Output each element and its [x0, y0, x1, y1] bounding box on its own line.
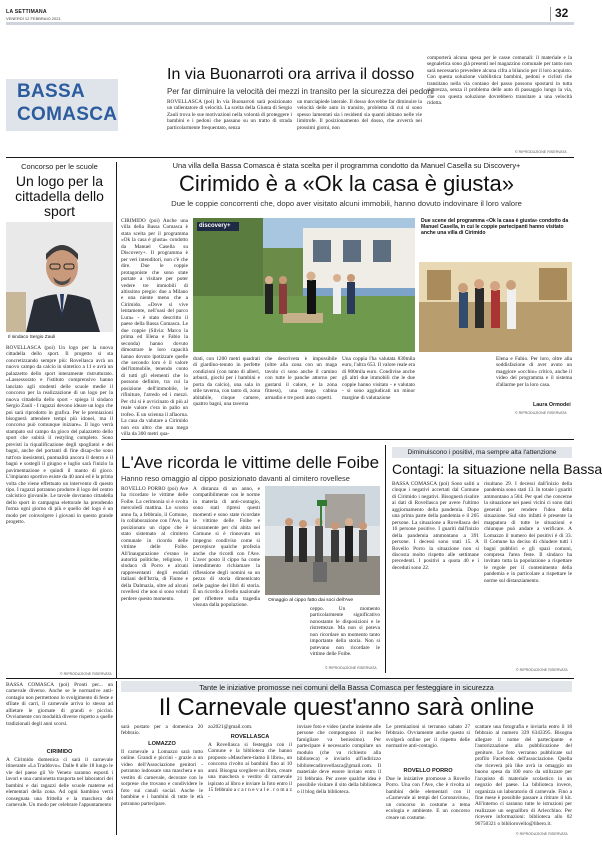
art3-col2: drati, con 1200 metri quadrati di giardino-tenuto in perfette condizioni (con tanto di alberi, arbusti, giochi per i bambini e porta da calcio), una sala in stile taverna, con tanto di, zona abitabile, cinque camere, quattro bagni, una taverna — [193, 356, 260, 408]
art6-col2: zo2021@gmail.com. — [208, 724, 253, 730]
foibe-photo — [265, 486, 380, 595]
art3-col3: che descriveta è impossibile (oltre alla zona con un maga tavolo ci sono anche il camino con tutte le panche attorno per gustarsi il calore, e la zona fitness), una mega cabina armadio e tre posti auto coperti. — [265, 356, 337, 401]
mayor-photo — [6, 222, 113, 332]
page-number: 32 — [555, 6, 569, 20]
art4-col1: ROVELLO PORRO (poi) Ave ha ricordato le vittime delle Foibe. La cerimonia si è svolta mercoledì mattina. Lo scorso anno fa, a febbraio, il Comune, in collaborazione con l'Ave, ha posizionato un cippo che è stato sistemato al cimitero comunale in ricordo delle vittime delle Foibe. All'inaugurazione c'erano le autorità politiche, religiose, il sindaco di Porro e alcuni rappresentanti degli esodati italiani dell'Istria, di Fiume e della Dalmazia, oltre ad alcuni rovellesi che non si sono voluti perdere questo momento. — [121, 486, 188, 602]
art6-col5: scattare una fotografia e inviarla entro il 18 febbraio al numero 339 6343395. Bisogna allegare il nome del partecipante e l'autorizzazione alla pubblicazione del genitore. Le foto verranno pubblicate sul profilo Facebook dell'associazione. Quella che riceverà più like avrà in omaggio un buono spesa da 100 euro da utilizzare per l'acquisto di materiale scolastico in un negozio del paese. La biblioteca invece, organizza un laboratorio di carnevale. Fino a fine mese è possibile passare a ritirare il kit. All'interno ci saranno tutte le istruzioni per realizzare un segnalibro di Arlecchino. Per ricevere informazioni: biblioteca allo 02 96750321 o bibliorovello@libero.it. — [475, 724, 572, 827]
art5-col1: BASSA COMASCA (poi) Sono saliti a cinque i negativi accertati dal Comune di Cirimido i negativi. Bisognerà risalire ai dati di Rovellasca per avere l'ultimo aggiornamento della pandemia. Dopo una prima parte della pandemia e il 205 persone. La situazione a Rovellasca dei 16 persone positive. I guariti dall'inizio della pandemia ammontano a 391 persone. I decessi sono stati 15. A Rovello Porro la situazione non si discosta molto rispetto alle settimane precedenti. I positivi a quota 40 e i deceduti sono 22. — [392, 481, 479, 571]
art6-col4b: Due le iniziative promosse a Rovello Porro. Una con l'Ave, che è rivolta ai bambini delle elementari con il «Carnevale ai tempi del Coronavirus», un concorso in costume a tema ecologia e ambiente. E un concorso creare un costume. — [386, 776, 470, 821]
tv-photo-second — [419, 262, 572, 352]
art6-col4-head: ROVELLO PORRO — [403, 768, 453, 774]
art1-subtitle: Per far diminuire la velocità dei mezzi in transito per la sicurezza dei pedoni — [167, 87, 434, 96]
divider — [121, 439, 574, 440]
col-divider — [385, 445, 386, 673]
divider — [6, 157, 574, 158]
art4-col3: ceppo. Un momento particolarmente significativo nonostante le disposizioni e le ristrettezze. Ma non si poteva non ricordare un momento tanto importante della storia. Non si potevano non ricordare le vittime delle Foibe. — [310, 606, 380, 658]
art3-title: Cirimido è a «Ok la casa è giusta» — [178, 171, 515, 196]
date-line: VENERDÌ 12 FEBBRAIO 2021 — [6, 15, 61, 21]
art3-signature: Laura Ormodei — [533, 402, 571, 408]
mayor-photo-caption: Il sindaco Sergio Zauli — [8, 335, 56, 340]
col-divider — [116, 162, 117, 678]
art6-side-text2: A Cirimido domenica ci sarà il carnevale itinerante «La Traddovo». Dalle 8 alle 18 lungo le vie del paese gli Ve Veneto saranno esposti i lavori e una camionetta trasporta nel laboratori dei bambini e dai ragazzi delle scuole materne ed elementari della zona. Ad ogni bambino verrà consegnata una frittella e la maschera del carnevale. Un modo per celebrare l'appuntamento — [6, 757, 113, 809]
paper-name: LA SETTIMANA — [6, 9, 47, 15]
art1-col1: ROVELLASCA (poi) In via Buonarroti sarà posizionato un rallentatore di velocità. La scelta della Giunta di Sergio Zauli trova le sue motivazioni nella volontà di proteggere i bambini e i pedoni che passano su un tratto di strada particolarmente frequentato, senza — [167, 99, 292, 131]
art6-col2-head: ROVELLASCA — [230, 734, 270, 740]
section-line1: BASSA — [17, 81, 86, 102]
art6-col2b: A Rovellasca si festeggia con il Comune e la biblioteca che hanno proposto «Maschere-tiamo il libro», un concorso rivolto ai bambini fino ai 10 anni. Bisogna scegliere un libro, creare una maschera o vestito di carnevale ispirato al libro e inviare la foto entro il 15 febbraio a c a r n e v a l e . r o m a z - — [208, 742, 292, 800]
art6-col4: Le premiazioni si terranno sabato 27 febbraio. Ovviamente anche questo si svolgerà online per il rispetto delle normative anti-contagio. — [386, 724, 470, 750]
tv-photo-main — [193, 218, 415, 352]
art5-col2: risultano 29. I decessi dall'inizio della pandemia sono stati 13. In totale i guariti ammontano a 584. Per quel che concerne la situazione nei paesi vicini ci sono dati generali per rendere l'idea della situazione. Sul sito infatti è presente la mappatura di tutte le situazioni e chiunque può andare a verificare. A Lomazzo il numero dei positivi è di 33. Il Comune ha deciso di chiudere tutti i bagni pubblici e gli spazi comuni, compresa l'area feste. Il sindaco ha invitato tutta la popolazione a rispettare le regole per il contenimento della pandemia e in particolare a rispettare le norme sul distanziamento. — [484, 481, 572, 584]
art6-col3: inviare foto e video (anche insieme alle persone che compongono il nucleo famigliare va benissimo). Per partecipare è necessario compilare un modulo (che va richiesto alla biblioteca) e inviarlo all'indirizzo bibliotecadirovellasca@gmail.com. Il materiale deve essere inviato entro il 21 febbraio. Per avere qualche idea è possibile visitare il sito della biblioteca o il blog della biblioteca. — [297, 724, 381, 795]
col-divider — [116, 681, 117, 835]
art6-title: Il Carnevale quest'anno sarà online — [158, 694, 535, 721]
art3-col5: Elena e Fabio. Per loro, oltre alla soddisfazione di aver avuto un maggiore «occhio» critico, anche il video del programma e il sistema d'allarme per la loro casa. — [496, 356, 572, 388]
art2-credit: © RIPRODUZIONE RISERVATA — [60, 672, 112, 676]
art3-credit: © RIPRODUZIONE RISERVATA — [515, 411, 567, 415]
foibe-photo-caption: Omaggio al cippo fatto dai soci dell'Ave — [268, 598, 354, 603]
art6-side-text: BASSA COMASCA (poi) Pronti per... un carnevale diverso. Anche se le normative anti-contagio non permettono lo svolgimento di feste e sfilate di carri, il carnevale arriva lo stesso ad allietare le giornate di grandi e piccini. Ovviamente con modalità diverse rispetto a quelle tradizionali degli anni scorsi. — [6, 682, 113, 727]
art5-kicker: Diminuiscono i positivi, ma sempre alta l'attenzione — [407, 449, 557, 456]
art4-subtitle: Hanno reso omaggio al cippo posizionato davanti al cimitero rovellese — [121, 474, 350, 483]
art2-title: Un logo per la cittadella dello sport — [15, 173, 104, 219]
tv-photo-caption: Due scene del programma «Ok la casa è giusta» condotto da Manuel Casella, in cui le coppie partecipanti hanno visitato anche una villa di Cirimido — [421, 218, 569, 237]
art3-subtitle: Due le coppie concorrenti che, dopo aver visitato alcuni immobili, hanno dovuto indovinare il loro valore — [171, 199, 522, 208]
art1-col3: comporterà alcuna spesa per le casse comunali: il materiale e la segnaletica sono già presenti nel magazzino comunale per tanto non sarà necessario prevedere alcuna cifra a bilancio per il loro acquisto. Con questa soluzione viabilistica bambini, pedoni e ciclisti che transitano nella via contano del passo possono spostarsi in tutta sicurezza, senza il problema delle auto di passaggio lungo la via, che con questa soluzione dovrebbero transitare a una velocità ridotta. — [427, 55, 572, 107]
art5-title: Contagi: la situazione nella Bassa — [392, 461, 602, 477]
art4-credit: © RIPRODUZIONE RISERVATA — [325, 666, 377, 670]
art6-col1: sarà postato per a domenica 20 febbraio. — [121, 724, 203, 737]
art1-col2: un marciapiede laterale. Il dosso dovrebbe far diminuire la velocità delle auto in transito, problema di cui si sono spesso lamentati sia i residenti sia quanti abitano nelle vie limitrofe. Il posizionamento del dosso, che avverrà nei prossimi giorni, non — [297, 99, 422, 131]
divider — [6, 678, 574, 679]
art3-col1: CIRIMIDO (poi) Anche una villa della Bassa Comasca è stata scelta per il programma «Ok la casa è giusta» condotto da Manuel Casella su Discovery+. Il programma è per veri intenditori, non c'è che dire. Due le coppie protagoniste che sono state portate a visitare per poter vedere tre immobili di altissimo pregio: due a Milano e una niente meno che a Cirimido. «Dove si vive lentamente, nell'oasi del parco Lura» - è stato descritto il paese della Bassa Comasca. Le due coppie (Silvia: Marco la prima ed Elena e Fabio la seconda) hanno dovuto dimostrare le loro capacità hanno dovuto ipotizzare quelle che secondo loro è il valore dell'immobile, tenendo conto di tutti gli elementi che lo possono definire, tra cui la posizione dell'immobile, le rifiniture, l'arredo ed i mezzi. Per chi si è avvicinato di più al reale valore c'era in palio un trofeo. E un scienna il aflaorna. La casa da valutare a Cirimido non era altro che una mega villa da 300 metri qua- — [121, 218, 188, 437]
art1-title: In via Buonarroti ora arriva il dosso — [167, 66, 415, 83]
section-line2: COMASCA — [17, 104, 118, 125]
art3-col4: Una coppia l'ha valutata 830mila euro, l'altra 653. Il valore reale era di 800mila euro. Condivise anche gli altri due immobili che le due coppie hanno visitato - e valutato - si sono aggiudicati un minor margine di valutazione — [342, 356, 416, 401]
art4-col2: A distanza di un anno, e compatibilmente con le norme in materia di anti-contagio, sono stati ripresi questi momenti e sono state ricordate le vittime delle Foibe e sicuramente per chi abita nel Comune si è rinnovato un impegno condiviso come si percepisce qualche profezia anche che ricordi con l'Ave. L'aver posto il cippo ha come intendimento richiamare la riflessione degli uomini su un pezzo di storia dimenticato nelle pagine dei libri di storia. È un ricordo a livello nazionale per riflettere sulla tragedia vissuta dalla popolazione. — [193, 486, 260, 609]
page-number-box — [550, 7, 551, 21]
art5-credit: © RIPRODUZIONE RISERVATA — [516, 668, 568, 672]
art2-body: ROVELLASCA (poi) Un logo per la nuova cittadella dello sport. Il progetto si sta concretizzando sempre più: Rovellasca avrà un nuovo campo da calcio in sintetico a 11 e avrà un palazzetto dello sport interamente ristrutturato. «Lassessorato e l'istituto comprensivo hanno lanciato agli studenti delle scuole medie il concorso per la realizzazione di un logo per la nuova cittadella dello sport - spiega il sindaco Sergio Zauli - I ragazzi devono ideare un logo che poi sarà riprodotto in grafica. Per le premiazioni bisognerà attendere tempi più idonei, ma il concorso può comunque iniziare». Il logo verrà stampato sul campo da gioco del palazzetto dello sport che subirà il restyling completo. Sono previsti la riqualificazione degli spogliatoi e dei bagni, anche del portanti di fine disap-che sono tutt'ora inesistenti, puntualità ancora il dentro e il bagni e sostegli il giugno e luglio sarà l'inizio la pavimentazione e quindi il manto di gioco. L'impianto sportivo esiste da 40 anni ed è la prima volta che viene effettuato un intervento di questo tipo. I ragazzi potranno produrre il logo del centro calcistico giovanile. Le tavole dovranno cittadella dello sport in campagna elettorale ha prendendo forma ogni giorno di più e quello del logo è un modo per coinvolgere i giovani in questo grande progetto. — [6, 345, 114, 526]
discovery-logo: discovery+ — [199, 223, 231, 229]
header-rule — [6, 22, 574, 25]
art3-kicker: Una villa della Bassa Comasca è stata scelta per il programma condotto da Manuel Casella su Discovery+ — [172, 161, 521, 170]
art6-credit: © RIPRODUZIONE RISERVATA — [516, 832, 568, 836]
art6-col1-head: LOMAZZO — [148, 741, 176, 747]
art6-kicker: Tante le iniziative promosse nei comuni della Bassa Comasca per festeggiare in sicurezza — [199, 683, 494, 692]
art6-side-head: CIRIMIDO — [46, 749, 73, 755]
art6-col1b: Il carnevale a Lomazzo sarà tutto online. Grandi e piccini - grazie a un video dell'Associazione genitori - potranno indossare una maschera e un vestito di carnevale, decorare con le sorprese che trovano e condividere le foto sui canali social. Anche le bambine e i bambini di tutte le età potranno partecipare. — [121, 749, 203, 807]
art4-title: L'Ave ricorda le vittime delle Foibe — [121, 453, 380, 472]
art1-credit: © RIPRODUZIONE RISERVATA — [515, 150, 567, 154]
art2-kicker: Concorso per le scuole — [21, 162, 98, 171]
